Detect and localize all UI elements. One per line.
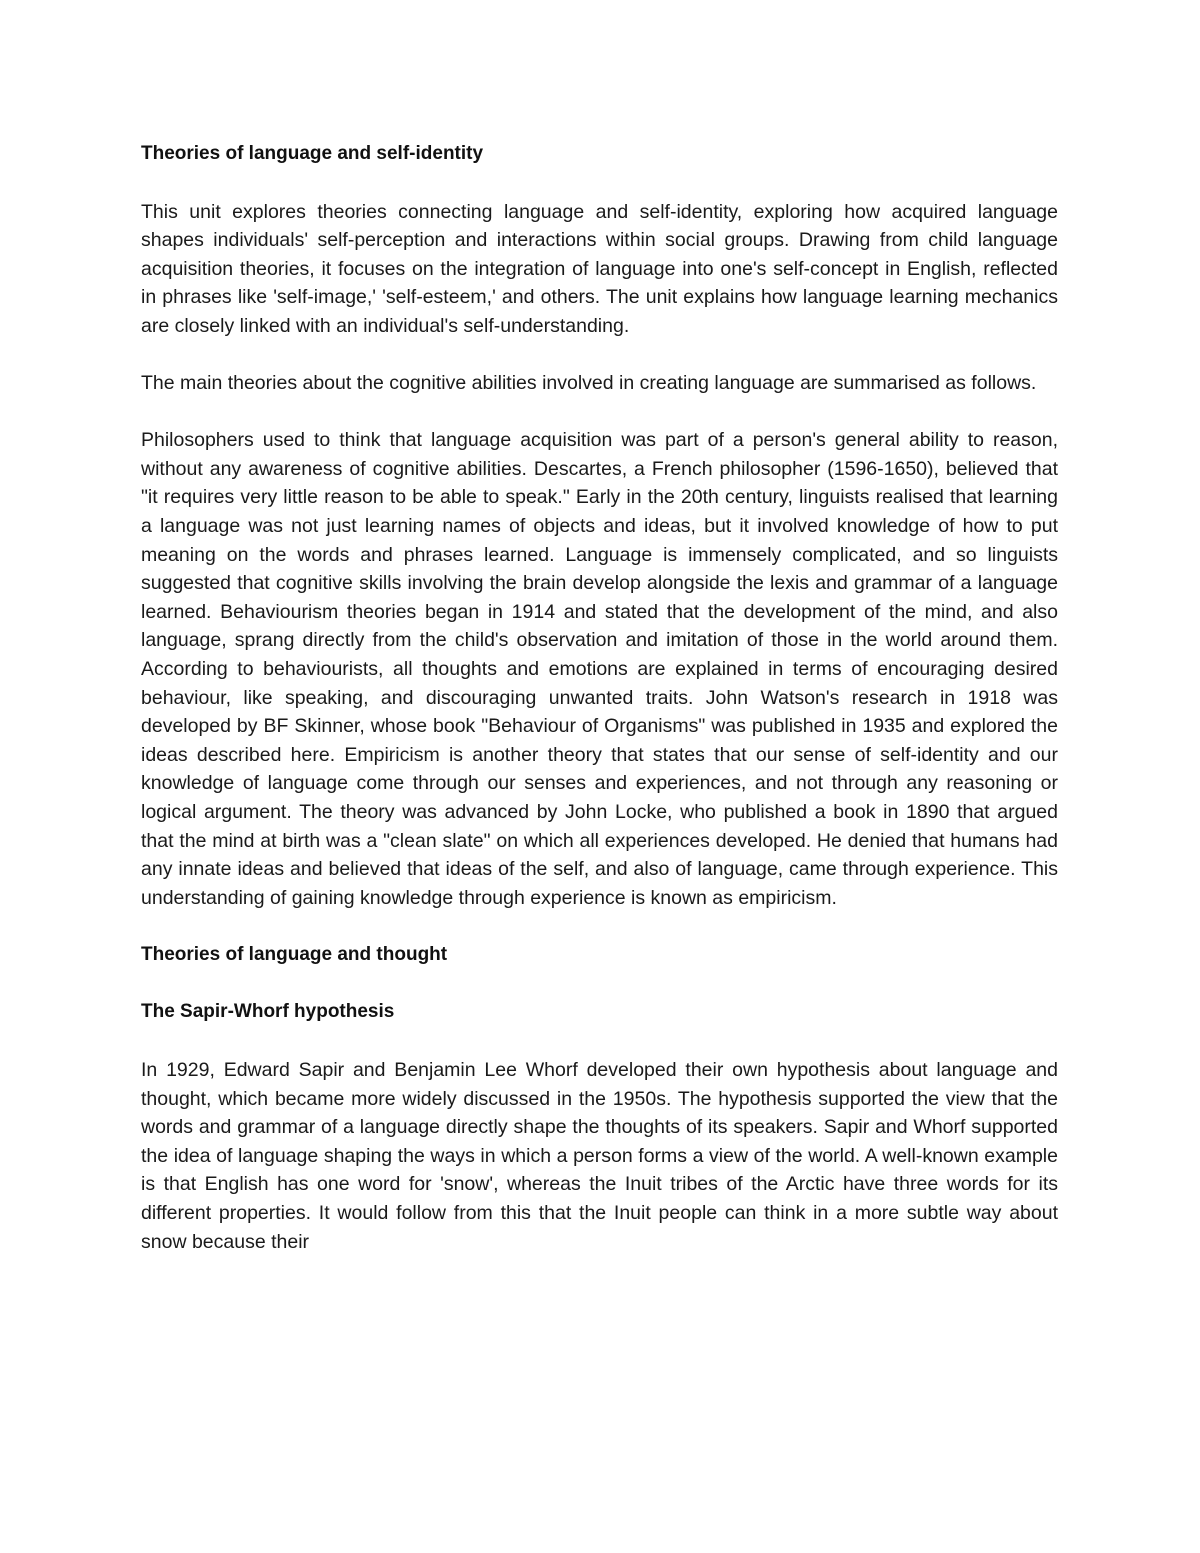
document-page [141, 140, 1058, 1256]
section-heading-sapir-whorf: The Sapir-Whorf hypothesis [141, 1001, 395, 1023]
paragraph-sapir-whorf: In 1929, Edward Sapir and Benjamin Lee Whorf developed their own hypothesis about language and thought, which became more widely discussed in the 1950s. The hypothesis supported the view that the words and grammar of a language directly shape the thoughts of its speakers. Sapir and Whorf supported the idea of language shaping the ways in which a person forms a view of the world. A well-known example is that English has one word for 'snow', whereas the Inuit tribes of the Arctic have three words for its different properties. It would follow from this that the Inuit people can think in a more subtle way about snow because their [141, 1058, 1058, 1253]
section-heading-language-thought: Theories of language and thought [141, 943, 448, 965]
paragraph-intro: This unit explores theories connecting language and self-identity, exploring how acquired language shapes individuals' self-perception and interactions within social groups. Drawing from child language acquisition theories, it focuses on the integration of language into one's self-concept in English, reflected in phrases like 'self-image,' 'self-esteem,' and others. The unit explains how language learning mechanics are closely linked with an individual's self-understanding. [141, 200, 1058, 337]
section-heading-self-identity: Theories of language and self-identity [141, 143, 484, 164]
paragraph-philosophers: Philosophers used to think that language acquisition was part of a person's general ability to reason, without any awareness of cognitive abilities. Descartes, a French philosopher (1596-1650), believed that "it requires very little reason to be able to speak." Early in the 20th century, linguists realised that learning a language was not just learning names of objects and ideas, but it involved knowledge of how to put meaning on the words and phrases learned. Language is immensely complicated, and so linguists suggested that cognitive skills involving the brain develop alongside the lexis and grammar of a language learned. Behaviourism theories began in 1914 and stated that the development of the mind, and also language, sprang directly from the child's observation and imitation of those in the world around them. According to behaviourists, all thoughts and emotions are explained in terms of encouraging desired behaviour, like speaking, and discouraging unwanted traits. John Watson's research in 1918 was developed by BF Skinner, whose book "Behaviour of Organisms" was published in 1935 and explored the ideas described here. Empiricism is another theory that states that our sense of self-identity and our knowledge of language come through our senses and experiences, and not through any reasoning or logical argument. The theory was advanced by John Locke, who published a book in 1890 that argued that the mind at birth was a "clean slate" on which all experiences developed. He denied that humans had any innate ideas and believed that ideas of the self, and also of language, came through experience. This understanding of gaining knowledge through experience is known as empiricism. [141, 429, 1058, 909]
paragraph-summary: The main theories about the cognitive abilities involved in creating language are summarised as follows. [141, 372, 1037, 395]
